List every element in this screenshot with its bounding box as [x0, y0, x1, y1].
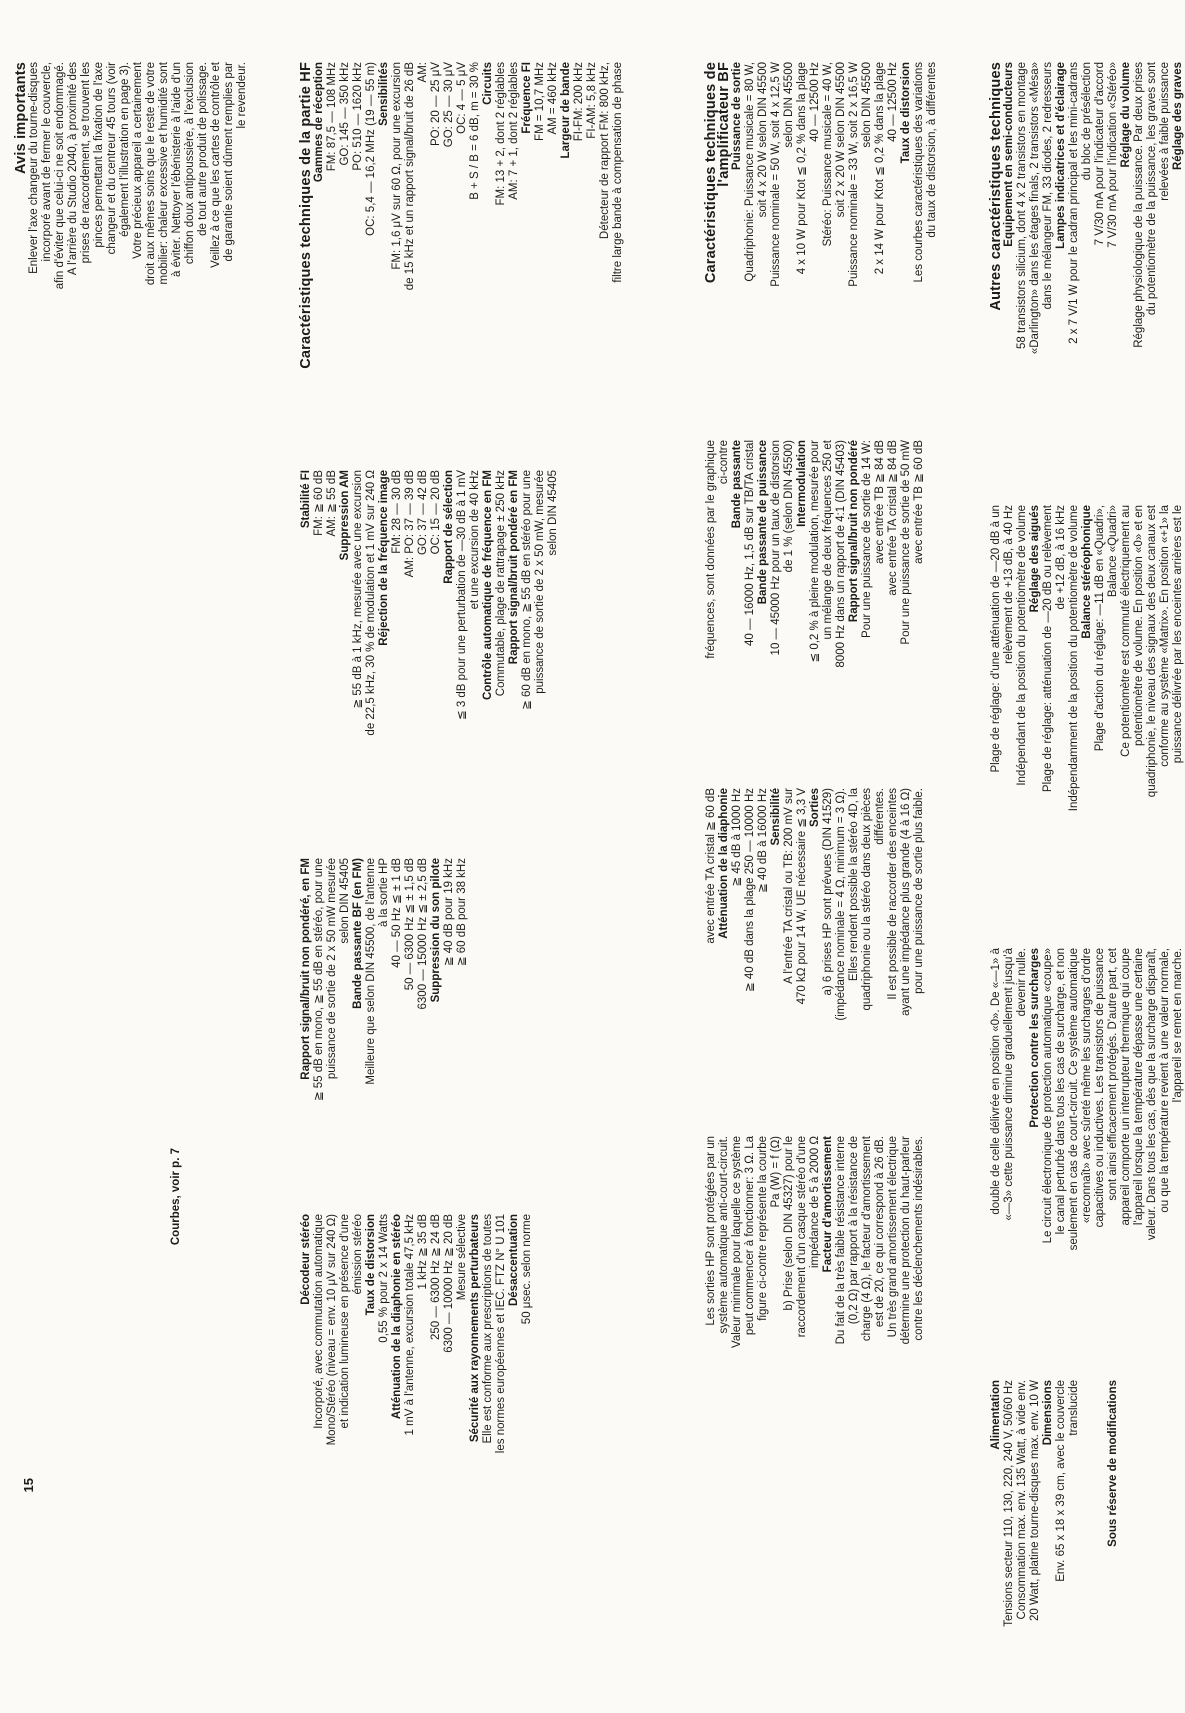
text-line: Un très grand amortissement électrique [887, 1136, 899, 1338]
text-line: Incorporé, avec commutation automatique [313, 1214, 325, 1429]
text-line: FM: 1,6 μV sur 60 Ω, pour une excursion [391, 62, 403, 270]
text-line: soit 4 x 20 W selon DIN 45500 [757, 62, 769, 218]
sub-heading: Fréquence FI [521, 62, 533, 134]
text-line: 40 — 12500 Hz [887, 62, 899, 142]
text-line: quadriphonie, le niveau des signaux des deux canaux est [1146, 505, 1158, 798]
text-line: puissance de sortie de 2 x 50 mW, mesurée [534, 470, 546, 694]
text-line: GO: 25 — 30 μV [443, 62, 455, 148]
text-line: FI-AM: 5,8 kHz [586, 62, 598, 139]
text-line: FM: 13 + 2, dont 2 réglables [495, 62, 507, 206]
text-line: de 15 kHz et un rapport signal/bruit de 26 dB [404, 62, 416, 291]
text-line: B + S / B = 6 dB, m = 30 % [469, 62, 481, 200]
block-bf-2 [705, 440, 926, 745]
text-line: selon DIN 45405 [339, 858, 351, 944]
text-line: 1 mV à l'antenne, excursion totale 47,5 kHz [404, 1214, 416, 1436]
text-line: Le circuit électronique de protection automatique «coupe» [1042, 948, 1054, 1244]
sub-heading: Désaccentuation [508, 1214, 520, 1307]
text-line: impédance de 5 à 2000 Ω [809, 1136, 821, 1268]
text-line: «Darlington» dans les étages finals, 2 transistors «Mésa» [1029, 62, 1041, 355]
sub-heading: Sous réserve de modifications [1107, 1380, 1119, 1547]
rotated-text-inner [300, 62, 625, 427]
text-line: de garantie soient dûment remplies par [223, 62, 235, 262]
block-avis-importants [15, 62, 249, 402]
text-line: (impédance nominale = 4 Ω, minimum = 3 Ω). [835, 788, 847, 1021]
sub-heading: Rapport signal/bruit pondéré en FM [508, 470, 520, 665]
text-line: puissance de sortie de 2 x 50 mW mesurée [326, 858, 338, 1080]
text-line: et une excursion de 40 kHz [469, 470, 481, 610]
text-line: 40 — 16000 Hz, 1,5 dB sur TB/TA cristal [744, 440, 756, 647]
text-line: AM: 7 + 1, dont 2 réglables [508, 62, 520, 200]
text-line: Valeur minimale pour laquelle ce système [731, 1136, 743, 1348]
text-line: l'appareil se remet en marche. [1172, 948, 1184, 1103]
rotated-text-inner [170, 1148, 183, 1298]
text-line: 8000 Hz dans un rapport de 4:1 (DIN 45403) [835, 440, 847, 668]
text-line: pour une puissance de sortie plus faible. [913, 788, 925, 994]
block-bf-1 [705, 62, 939, 397]
text-line: AM: PO: 37 — 39 dB [404, 470, 416, 578]
sub-heading: Réglage du volume [1120, 62, 1132, 168]
sub-heading: Bande passante [731, 440, 743, 529]
text-line: Elles rendent possible la stéréo 4D, la [848, 788, 860, 982]
text-line: Plage de réglage: atténuation de —20 dB ou relèvement [1042, 505, 1054, 793]
text-line: ≦ 3 dB pour une perturbation de —30 dB à 1 mV [456, 470, 468, 721]
text-line: «reconnaît» avec sûreté même les surcharges d'ordre [1081, 948, 1093, 1224]
text-line: 20 Watt, platine tourne-disques max. env. 10 W [1029, 1380, 1041, 1621]
sub-heading: Réjection de la fréquence image [378, 470, 390, 646]
text-line: double de celle délivrée en position «0». De «—1» à [990, 948, 1002, 1215]
sub-heading: Décodeur stéréo [300, 1214, 312, 1305]
text-line: capacitives ou inductives. Les transistors de puissance [1094, 948, 1106, 1228]
sub-heading: Lampes indicatrices et d'éclairage [1055, 62, 1067, 249]
text-line: 250 — 6300 Hz ≧ 24 dB [430, 1214, 442, 1340]
text-line: ≧ 40 dB dans la plage 250 — 10000 Hz [744, 788, 756, 992]
sub-heading: Taux de distorsion [900, 62, 912, 164]
text-line: contre les déclenchements indésirables. [913, 1136, 925, 1341]
text-line: figure ci-contre représente la courbe [757, 1136, 769, 1321]
text-line: peut commencer à fonctionner: 3 Ω. La [744, 1136, 756, 1336]
rotated-text-inner [990, 62, 1185, 462]
text-line: 1 kHz ≧ 35 dB [417, 1214, 429, 1290]
text-line: Plage d'action du réglage: —11 dB en «Quadri», [1094, 505, 1106, 752]
text-line: Consommation max. env. 135 Watt, à vide env. [1016, 1380, 1028, 1620]
text-line: AM = 460 kHz [547, 62, 559, 135]
text-line: relèvement de +13 dB, à 40 Hz [1003, 505, 1015, 664]
text-line: 58 transistors silicium, dont 4 x 2 transistors en montage [1016, 62, 1028, 349]
sub-heading: Bande passante de puissance [757, 440, 769, 605]
text-line: Meilleure que selon DIN 45500, de l'antenne [365, 858, 377, 1085]
text-line: Pour une puissance de sortie de 14 W: [861, 440, 873, 638]
sub-heading: Réglage des graves [1172, 62, 1184, 171]
text-line: Quadriphonie: Puissance musicale = 80 W, [744, 62, 756, 282]
text-line: GO: 145 — 350 kHz [339, 62, 351, 166]
text-line: conforme au système «Matrix». En position «+1» la [1159, 505, 1171, 767]
text-line: a) 6 prises HP sont prévues (DIN 41529) [822, 788, 834, 996]
page-number: 15 [21, 1478, 36, 1493]
text-line: et indication lumineuse en présence d'une [339, 1214, 351, 1429]
sub-heading: Balance stéréophonique [1081, 505, 1093, 639]
section-heading: l'amplificateur BF [716, 62, 732, 187]
text-line: pinces permettant la fixation de l'axe [93, 62, 105, 248]
text-line: Mesure sélective [456, 1214, 468, 1301]
sub-heading: Atténuation de la diaphonie [718, 788, 730, 939]
text-line: Les sorties HP sont protégées par un [705, 1136, 717, 1326]
block-bf-3 [705, 788, 926, 1093]
text-line: charge (4 Ω), le facteur d'amortissement [861, 1136, 873, 1342]
sub-heading: Protection contre les surcharges [1029, 948, 1041, 1128]
text-line: Votre précieux appareil a certainement [132, 62, 144, 259]
rotated-text-inner [705, 1136, 926, 1441]
text-line: détermine une protection du haut-parleur [900, 1136, 912, 1345]
text-line: valeur. Dans tous les cas, dès que la surcharge disparaît, [1146, 948, 1158, 1241]
text-line: un mélange de deux fréquences 250 et [822, 440, 834, 640]
text-line: 6300 — 15000 Hz ≦ ± 2,5 dB [417, 858, 429, 1010]
text-line: A l'arrière du Studio 2040, à proximité des [67, 62, 79, 276]
text-line: changeur et du centreur 45 tours (voir [106, 62, 118, 255]
text-line: ≧ 55 dB en mono, ≧ 55 dB en stéréo, pour une [313, 858, 325, 1102]
text-line: 50 μsec. selon norme [521, 1214, 533, 1325]
text-line: de +12 dB, à 16 kHz [1055, 505, 1067, 610]
block-bf-4 [705, 1136, 926, 1441]
rotated-text-inner [990, 948, 1185, 1348]
text-line: le revendeur. [236, 62, 248, 129]
text-line: avec entrée TB ≧ 60 dB [913, 440, 925, 564]
text-line: 40 — 12500 Hz [809, 62, 821, 142]
sub-heading: Circuits [482, 62, 494, 105]
text-line: Mono/Stéréo (niveau = env. 10 μV sur 240 Ω) [326, 1214, 338, 1446]
text-line: avec entrée TA cristal ≧ 84 dB [887, 440, 899, 596]
text-line: Env. 65 x 18 x 39 cm, avec le couvercle [1055, 1380, 1067, 1582]
text-line: du taux de distorsion, à différentes [926, 62, 938, 238]
text-line: ≦ 0,2 % à pleine modulation, mesurée pour [809, 440, 821, 663]
text-line: dans le mélangeur FM, 33 diodes, 2 redresseurs [1042, 62, 1054, 310]
text-line: Enlever l'axe changeur du tourne-disques [28, 62, 40, 274]
text-line: de 1 % (selon DIN 45500) [783, 440, 795, 573]
sub-heading: Suppression AM [339, 470, 351, 561]
text-line: incorporé avant de fermer le couvercle, [41, 62, 53, 262]
text-line: OC: 15 — 20 dB [430, 470, 442, 555]
sub-heading: Atténuation de la diaphonie en stéréo [391, 1214, 403, 1420]
text-line: ci-contre [718, 440, 730, 485]
text-line: quadriphonie ou la stéréo dans deux pièces [861, 788, 873, 1011]
text-line: translucide [1068, 1380, 1080, 1436]
text-line: GO: 37 — 42 dB [417, 470, 429, 556]
sub-heading: Alimentation [990, 1380, 1002, 1450]
text-line: du bloc de présélection [1081, 62, 1093, 181]
text-line: ≧ 60 dB en mono, ≧ 55 dB en stéréo pour une [521, 470, 533, 710]
rotated-text-inner [300, 1214, 534, 1529]
text-line: FI-FM: 200 kHz [573, 62, 585, 142]
text-line: PO: 510 — 1620 kHz [352, 62, 364, 171]
sub-heading: Suppression du son pilote [430, 858, 442, 1003]
text-line: ou que la température revient à une valeur normale, [1159, 948, 1171, 1213]
text-line: 50 — 6300 Hz ≦ ± 1,5 dB [404, 858, 416, 991]
sub-heading: Sensibilité [770, 788, 782, 846]
text-line: selon DIN 45405 [547, 470, 559, 556]
text-line: seulement en cas de court-circuit. Ce système automatique [1068, 948, 1080, 1251]
text-line: fréquences, sont données par le graphique [705, 440, 717, 659]
sub-heading: Réglage des aigués [1029, 505, 1041, 613]
sub-heading: Gammes de réception [313, 62, 325, 183]
sub-heading: Facteur d'amortissement [822, 1136, 834, 1273]
rotated-text-inner [15, 62, 249, 402]
text-line: Indépendant de la position du potentiomètre de volume [1016, 505, 1028, 786]
rotated-text-inner [300, 858, 469, 1173]
text-line: Les courbes caractéristiques des variations [913, 62, 925, 283]
rotated-text-inner [990, 1380, 1120, 1700]
section-heading: Caractéristiques techniques de [703, 62, 719, 284]
text-line: de tout autre produit de polissage. [197, 62, 209, 236]
text-line: ≧ 55 dB à 1 kHz, mesurée avec une excursion [352, 470, 364, 709]
text-line: b) Prise (selon DIN 45327) pour le [783, 1136, 795, 1311]
text-line: selon DIN 45500 [861, 62, 873, 148]
text-line: prises de raccordement, se trouvent les [80, 62, 92, 264]
text-line: relevées à faible puissance [1159, 62, 1171, 201]
text-line: à la sortie HP [378, 858, 390, 928]
text-line: 6300 — 10000 Hz ≧ 20 dB [443, 1214, 455, 1353]
text-line: chiffon doux antipoussière, à l'exclusion [184, 62, 196, 265]
text-line: à éviter. Nettoyer l'ébénisterie à l'aide d'un [171, 62, 183, 277]
text-line: également l'illustration en page 3). [119, 62, 131, 237]
text-line: AM: [417, 62, 429, 83]
text-line: Veillez à ce que les cartes de contrôle et [210, 62, 222, 268]
text-line: Du fait de la très faible résistance interne [835, 1136, 847, 1345]
text-line: soit 2 x 20 W selon DIN 45500 [835, 62, 847, 218]
text-line [1094, 1380, 1107, 1700]
text-line: les normes européennes et IEC. FTZ N° U 101 [495, 1214, 507, 1454]
text-line: Tensions secteur 110, 130, 220, 240 V, 50/60 Hz [1003, 1380, 1015, 1627]
text-line: Puissance nominale = 33 W, soit 2 x 16,5 W [848, 62, 860, 287]
text-line: A l'entrée TA cristal ou TB: 200 mV sur [783, 788, 795, 984]
sub-heading: Rapport signal/bruit non pondéré, en FM [300, 858, 312, 1080]
text-line: appareil comporte un interrupteur thermique qui coupe [1120, 948, 1132, 1226]
block-autres-1 [990, 62, 1185, 462]
sub-heading: Intermodulation [796, 440, 808, 527]
block-autres-4 [990, 1380, 1120, 1700]
text-line: Puissance nominale = 50 W, soit 4 x 12,5 W [770, 62, 782, 287]
rotated-text-inner [705, 62, 939, 397]
text-line: système automatique anti-court-circuit. [718, 1136, 730, 1334]
text-line: Indépendamment de la position du potentiomètre de volume [1068, 505, 1080, 812]
text-line: Ce potentiomètre est commuté électriquement au [1120, 505, 1132, 757]
sub-heading: Contrôle automatique de fréquence en FM [482, 470, 494, 701]
text-line: avec entrée TB ≧ 84 dB [874, 440, 886, 564]
text-line: Détecteur de rapport FM: 800 kHz, [599, 62, 611, 240]
text-line: PO: 20 — 25 μV [430, 62, 442, 146]
text-line: devenir nulle. [1016, 948, 1028, 1017]
text-line: sont ainsi efficacement protégés. D'autre part, cet [1107, 948, 1119, 1201]
text-line: de 22,5 kHz, 30 % de modulation et 1 mV sur 240 Ω [365, 470, 377, 736]
text-line: l'appareil lorsque la température dépasse une certaine [1133, 948, 1145, 1226]
text-line: avec entrée TA cristal ≧ 60 dB [705, 788, 717, 944]
text-line: Réglage physiologique de la puissance. Par deux prises [1133, 62, 1145, 348]
sub-heading: Rapport signal/bruit non pondéré [848, 440, 860, 623]
sub-heading: Bande passante BF (en FM) [352, 858, 364, 1009]
text-line: potentiomètre de volume. En position «0» et en [1133, 505, 1145, 747]
sub-heading: Rapport de sélection [443, 470, 455, 584]
rotated-text-inner [22, 1478, 35, 1508]
text-line: Elle est conforme aux prescriptions de toutes [482, 1214, 494, 1444]
sub-heading: Largeur de bande [560, 62, 572, 159]
text-line: Il est possible de raccorder des enceintes [887, 788, 899, 1000]
text-line: raccordement d'un casque stéréo d'une [796, 1136, 808, 1338]
rotated-text-inner [300, 470, 560, 815]
text-line: OC: 5,4 — 16,2 MHz (19 — 55 m) [365, 62, 377, 236]
text-line: Balance «Quadri» [1107, 505, 1119, 598]
block-hf-4 [300, 1214, 534, 1529]
text-line: différentes. [874, 788, 886, 845]
text-line: mobilier: chaleur excessive et humidité sont [158, 62, 170, 285]
text-line: 10 — 45000 Hz pour un taux de distorsion [770, 440, 782, 656]
sub-heading: Taux de distorsion [365, 1214, 377, 1316]
block-hf-2 [300, 470, 560, 815]
text-line: 2 x 7 V/1 W pour le cadran principal et les mini-cadrans [1068, 62, 1080, 344]
sub-heading: Sécurité aux rayonnements perturbateurs [469, 1214, 481, 1443]
text-line: Pa (W) = f (Ω) [770, 1136, 782, 1208]
sub-heading: Dimensions [1042, 1380, 1054, 1446]
text-line: est de 20, ce qui correspond à 26 dB. [874, 1136, 886, 1328]
sub-heading: Puissance de sortie [731, 62, 743, 171]
text-line: émission stéréo [352, 1214, 364, 1295]
text-line: Pour une puissance de sortie de 50 mW [900, 440, 912, 645]
text-line: afin d'éviter que celui-ci ne soit endommagé. [54, 62, 66, 290]
block-hf-3 [300, 858, 469, 1173]
text-line: Plage de réglage: d'une atténuation de —20 dB à un [990, 505, 1002, 773]
sub-heading: Sensibilités [378, 62, 390, 126]
text-line: le canal perturbé dans tous les cas de surcharge, et non [1055, 948, 1067, 1235]
text-line: FM: ≧ 60 dB [313, 470, 325, 536]
text-line: ayant une impédance plus grande (4 à 16 Ω) [900, 788, 912, 1016]
text-line: puissance délivrée par les enceintes arrières est le [1172, 505, 1184, 764]
text-line: FM: 28 — 30 dB [391, 470, 403, 554]
section-heading: Autres caractéristiques techniques [988, 62, 1004, 311]
text-line: «—3» cette puissance diminue graduellement jusqu'à [1003, 948, 1015, 1221]
text-line: Commutable, plage de rattrapage ± 250 kHz [495, 470, 507, 697]
block-autres-3 [990, 948, 1185, 1348]
block-courbes-note [170, 1148, 183, 1298]
text-line: ≧ 40 dB pour 19 kHz [443, 858, 455, 967]
sub-heading: Sorties [809, 788, 821, 827]
text-line: OC: 4 — 5 μV [456, 62, 468, 134]
sub-heading: Equipement en semi-conducteurs [1003, 62, 1015, 247]
text-line: 4 x 10 W pour Ktot ≦ 0,2 % dans la plage [796, 62, 808, 275]
block-page-number [22, 1478, 35, 1508]
text-line: ≧ 60 dB pour 38 kHz [456, 858, 468, 967]
block-hf-1 [300, 62, 625, 427]
section-heading: Caractéristiques techniques de la partie HF [298, 62, 314, 369]
text-line: droit aux mêmes soins que le reste de votre [145, 62, 157, 286]
text-line: 2 x 14 W pour Ktot ≦ 0,2 % dans la plage [874, 62, 886, 275]
text-line: 0,55 % pour 2 x 14 Watts [378, 1214, 390, 1343]
text-line: selon DIN 45500 [783, 62, 795, 148]
rotated-text-inner [705, 788, 926, 1093]
section-heading: Avis importants [13, 62, 29, 175]
block-autres-2 [990, 505, 1185, 905]
text-line: FM: 87,5 — 108 MHz [326, 62, 338, 172]
text-line: 470 kΩ pour 14 W, UE nécessaire ≦ 3,3 V [796, 788, 808, 1005]
text-line: ≧ 45 dB à 1000 Hz [731, 788, 743, 887]
rotated-text-inner [705, 440, 926, 745]
text-line: AM: ≧ 55 dB [326, 470, 338, 537]
text-line: du potentiomètre de la puissance, les graves sont [1146, 62, 1158, 316]
text-line: 7 V/30 mA pour l'indication «Stéréo» [1107, 62, 1119, 248]
text-line: 7 V/30 mA pour l'indicateur d'accord [1094, 62, 1106, 246]
text-line [1081, 1380, 1094, 1700]
text-line: ≧ 40 dB à 16000 Hz [757, 788, 769, 893]
text-line: filtre large bande à compensation de phase [612, 62, 624, 283]
text-line: Stéréo: Puissance musicale = 40 W, [822, 62, 834, 247]
text-line: 40 — 50 Hz ≦ ± 1 dB [391, 858, 403, 968]
text-line: (0,2 Ω) par rapport à la résistance de [848, 1136, 860, 1325]
sub-heading: Courbes, voir p. 7 [170, 1148, 182, 1246]
text-line: FM = 10,7 MHz [534, 62, 546, 141]
sub-heading: Stabilité FI [300, 470, 312, 529]
rotated-text-inner [990, 505, 1185, 905]
